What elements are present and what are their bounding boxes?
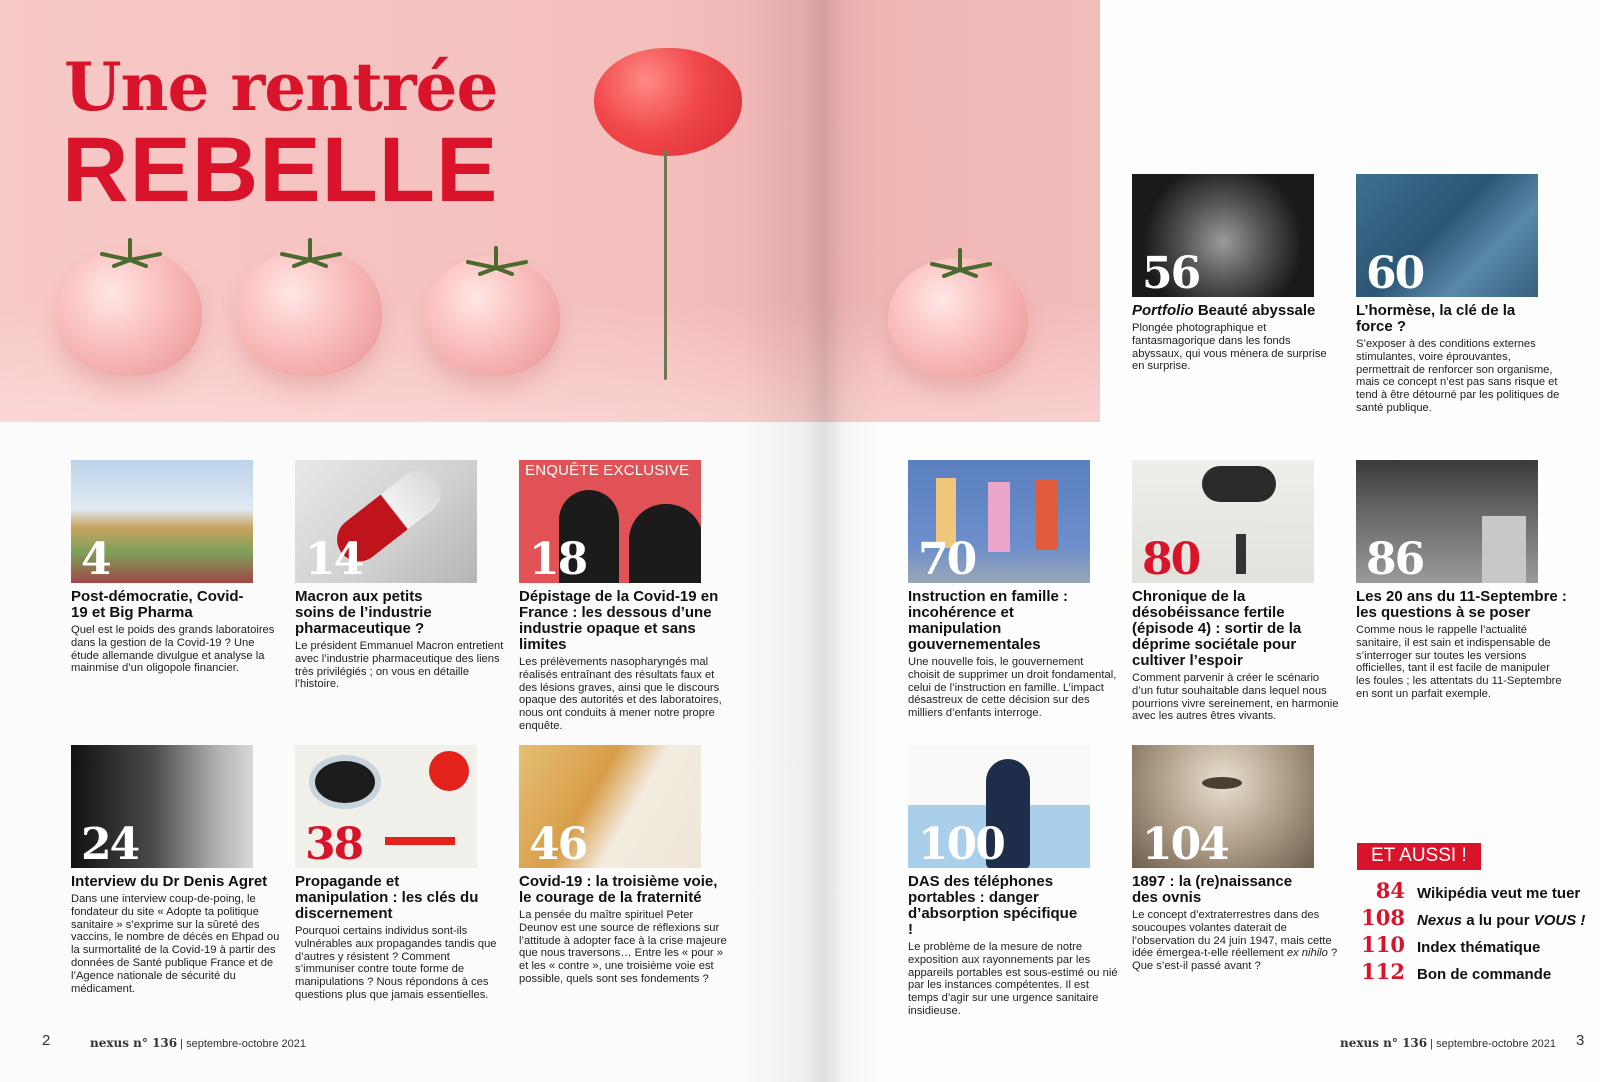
page-number: 112 — [1361, 959, 1405, 984]
footer-issue: septembre-octobre 2021 — [186, 1038, 306, 1050]
article-description: Quel est le poids des grands laboratoires dans la gestion de la Covid-19 ? Une étude allemande divulgue et analyse la mainmise d’un oligopole financier. — [71, 624, 275, 675]
et-aussi-item-label: Index thématique — [1417, 939, 1541, 956]
article-thumbnail — [1132, 460, 1314, 583]
et-aussi-item[interactable] — [1357, 905, 1600, 930]
page-number: 24 — [81, 819, 139, 868]
footer-brand: nexus n° 136 — [1340, 1036, 1428, 1050]
et-aussi-item[interactable] — [1357, 878, 1600, 903]
article-title: Covid-19 : la troisième voie, le courage de la fraternité — [519, 873, 718, 906]
article-card[interactable] — [71, 745, 281, 995]
cloud-image — [1202, 466, 1276, 502]
silhouette-image — [629, 504, 701, 583]
article-thumbnail — [1356, 174, 1538, 297]
article-thumbnail — [1132, 745, 1314, 868]
article-description: Pourquoi certains individus sont-ils vulnérables aux propagandes tandis que d’autres y résistent ? Comment s’immuniser contre toute forme de manipulations ? Nous répondons à ces questions plus que jamais essentielles. — [295, 925, 497, 1001]
article-title: Portfolio Beauté abyssale — [1132, 302, 1316, 319]
article-title: Chronique de la désobéissance fertile (épisode 4) : sortir de la déprime sociétale pour cultiver l’espoir — [1132, 588, 1302, 669]
et-aussi-item[interactable] — [1357, 959, 1600, 984]
article-title: Macron aux petits soins de l’industrie pharmaceutique ? — [295, 588, 432, 637]
article-description: Comme nous le rappelle l’actualité sanitaire, il est sain et indispensable de s’interroger sur toutes les versions officielles, tant il est facile de manipuler les foules ; les attentats du 11-Septembre en sont un parfait exemple. — [1356, 624, 1562, 700]
article-thumbnail — [71, 745, 253, 868]
tomato-balloon-image — [594, 48, 742, 156]
tomato-stem-icon — [270, 236, 350, 268]
article-thumbnail — [519, 745, 701, 868]
article-card[interactable] — [295, 745, 505, 1002]
right-footer: nexus n° 136 | septembre-octobre 2021 — [1340, 1036, 1556, 1050]
page-number: 104 — [1142, 819, 1228, 868]
article-thumbnail — [908, 460, 1090, 583]
article-thumbnail — [519, 460, 701, 583]
article-title: Instruction en famille : incohérence et manipulation gouvernementales — [908, 588, 1069, 653]
et-aussi-box — [1357, 843, 1600, 984]
hero-banner — [0, 0, 1100, 422]
article-description: Une nouvelle fois, le gouvernement choisit de supprimer un droit fondamental, celui de l’instruction en famille. L’impact désastreux de cette décision sur des milliers d’enfants interroge. — [908, 656, 1117, 720]
page-number: 86 — [1366, 534, 1424, 583]
article-card[interactable] — [1132, 174, 1342, 373]
article-card[interactable] — [908, 460, 1118, 720]
article-description: Le président Emmanuel Macron entretient avec l’industrie pharmaceutique des liens très privilégiés ; on vous en détaille l’histoire. — [295, 640, 504, 691]
article-description: Les prélèvements nasopharyngés mal réalisés entraînant des résultats faux et des lésions graves, ainsi que le discours opaque des autorités et des laboratoires, nous ont conduits à mener notre propre enquête. — [519, 656, 722, 732]
article-card[interactable] — [1132, 745, 1342, 973]
page-number: 80 — [1142, 534, 1200, 583]
article-thumbnail — [908, 745, 1090, 868]
article-title: L’hormèse, la clé de la force ? — [1356, 302, 1516, 335]
article-title: DAS des téléphones portables : danger d’absorption spécifique ! — [908, 873, 1078, 938]
page-number: 38 — [305, 819, 363, 868]
tomato-stem-icon — [90, 236, 170, 268]
article-title: Propagande et manipulation : les clés du discernement — [295, 873, 479, 922]
page-number: 18 — [529, 534, 587, 583]
mouth-image — [309, 755, 381, 809]
page-number: 60 — [1366, 248, 1424, 297]
article-card[interactable] — [1356, 174, 1566, 415]
article-card[interactable] — [519, 460, 729, 733]
article-description: La pensée du maître spirituel Peter Deunov est une source de réflexions sur l’attitude à adopter face à la crise majeure que nous traversons… Entre les « pour » et les « contre », une troisième voie est possible, quels sont ses fondements ? — [519, 909, 727, 985]
page-number: 14 — [305, 534, 363, 583]
page-number: 46 — [529, 819, 587, 868]
article-title: Post-démocratie, Covid-19 et Big Pharma — [71, 588, 244, 621]
page-number: 110 — [1361, 932, 1405, 957]
page-number: 4 — [81, 534, 110, 583]
balloon-string — [664, 150, 667, 380]
page-number: 70 — [918, 534, 976, 583]
page-number: 100 — [918, 819, 1004, 868]
left-footer: nexus n° 136 | septembre-octobre 2021 — [90, 1036, 306, 1050]
balloon-image — [429, 751, 469, 791]
article-title: 1897 : la (re)naissance des ovnis — [1132, 873, 1293, 906]
left-page-number: 2 — [42, 1032, 51, 1049]
article-title: Interview du Dr Denis Agret — [71, 873, 268, 890]
article-title: Les 20 ans du 11-Septembre : les questions à se poser — [1356, 588, 1567, 621]
article-thumbnail — [295, 745, 477, 868]
article-card[interactable] — [71, 460, 281, 675]
et-aussi-item-label: Bon de commande — [1417, 966, 1552, 983]
hero-title-line2: REBELLE — [62, 119, 499, 221]
article-description: Comment parvenir à créer le scénario d’un futur souhaitable dans lequel nous pourrions vivre sereinement, en harmonie avec les autres êtres vivants. — [1132, 672, 1339, 723]
page-number: 108 — [1361, 905, 1405, 930]
article-card[interactable] — [1356, 460, 1566, 701]
article-card[interactable] — [519, 745, 729, 986]
page-number: 84 — [1375, 878, 1405, 903]
article-description: Dans une interview coup-de-poing, le fondateur du site « Adopte ta politique sanitaire » s’exprime sur la sûreté des vaccins, le nombre de décès en Ehpad ou la surmortalité de la Covid-19 à partir des données de Santé publique France et de l’Agence nationale de sécurité du médicament. — [71, 893, 280, 995]
et-aussi-item-label: Nexus a lu pour VOUS ! — [1417, 912, 1586, 929]
page-number: 56 — [1142, 248, 1200, 297]
tomato-stem-icon — [920, 246, 1000, 278]
footer-issue: septembre-octobre 2021 — [1436, 1038, 1556, 1050]
tomato-stem-icon — [456, 244, 536, 276]
et-aussi-item-label: Wikipédia veut me tuer — [1417, 885, 1581, 902]
article-thumbnail — [71, 460, 253, 583]
article-card[interactable] — [1132, 460, 1342, 723]
article-description: Le problème de la mesure de notre exposition aux rayonnements par les appareils portables est sous-estimé ou nié par les instances compétentes. Il est temps d’agir sur une urgence sanitaire insidieuse. — [908, 941, 1118, 1017]
article-title: Dépistage de la Covid-19 en France : les dessous d’une industrie opaque et sans limites — [519, 588, 719, 653]
right-page-number: 3 — [1576, 1032, 1585, 1049]
ufo-image — [1202, 777, 1242, 789]
exclusive-tag: ENQUÊTE EXCLUSIVE — [525, 462, 690, 479]
article-description: Plongée photographique et fantasmagorique dans les fonds abyssaux, qui vous mènera de surprise en surprise. — [1132, 322, 1327, 373]
article-thumbnail — [1356, 460, 1538, 583]
footer-brand: nexus n° 136 — [90, 1036, 178, 1050]
article-card[interactable] — [908, 745, 1118, 1018]
et-aussi-label: ET AUSSI ! — [1357, 843, 1481, 870]
article-description: Le concept d’extraterrestres dans des soucoupes volantes daterait de l’observation du 24 juin 1947, mais cette idée émergea-t-elle réellement ex nihilo ? Que s’est-il passé avant ? — [1132, 909, 1338, 973]
tower-image — [1482, 516, 1526, 583]
article-thumbnail — [295, 460, 477, 583]
hero-title-line1: Une rentrée — [64, 48, 498, 126]
et-aussi-item[interactable] — [1357, 932, 1600, 957]
article-description: S’exposer à des conditions externes stimulantes, voire éprouvantes, permettrait de renforcer son organisme, mais ce concept n’est pas sans risque et tend à être détourné par les politiques de santé publique. — [1356, 338, 1560, 414]
article-thumbnail — [1132, 174, 1314, 297]
article-card[interactable] — [295, 460, 505, 691]
